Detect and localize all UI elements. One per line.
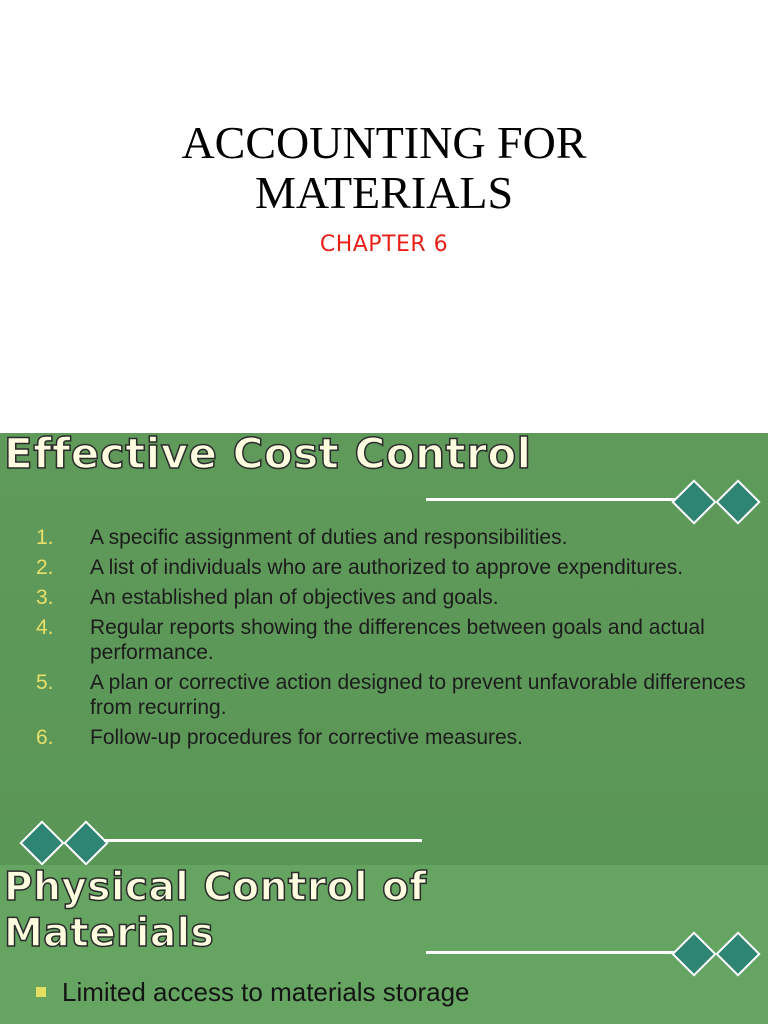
bullet-item bbox=[36, 977, 470, 1008]
effective-cost-control-slide bbox=[0, 433, 768, 865]
item-text: Regular reports showing the differences between goals and actual performance. bbox=[90, 616, 705, 664]
chapter-subtitle: CHAPTER 6 bbox=[319, 232, 449, 257]
heading-line: Materials bbox=[4, 911, 215, 956]
decorative-rule bbox=[426, 951, 676, 954]
decorative-rule bbox=[426, 498, 676, 501]
heading-line: Physical Control of bbox=[4, 865, 427, 910]
item-number: 4. bbox=[36, 616, 54, 639]
list-item bbox=[36, 555, 756, 580]
cost-control-list bbox=[36, 525, 756, 755]
diamond-icon bbox=[19, 820, 64, 865]
list-item bbox=[36, 725, 756, 750]
item-text: An established plan of objectives and goals. bbox=[90, 586, 499, 609]
item-text: A list of individuals who are authorized to approve expenditures. bbox=[90, 556, 684, 579]
diamond-icon bbox=[671, 479, 716, 524]
list-item bbox=[36, 670, 756, 720]
list-item bbox=[36, 585, 756, 610]
bullet-text: Limited access to materials storage bbox=[62, 977, 470, 1007]
diamond-icon bbox=[715, 479, 760, 524]
slide-heading: Effective Cost Control bbox=[4, 433, 532, 478]
slide-title bbox=[0, 118, 768, 218]
list-item bbox=[36, 615, 756, 665]
physical-control-slide bbox=[0, 865, 768, 1024]
item-number: 6. bbox=[36, 726, 54, 749]
square-bullet-icon bbox=[36, 987, 46, 997]
item-number: 1. bbox=[36, 526, 54, 549]
diamond-icon bbox=[671, 931, 716, 976]
item-text: A plan or corrective action designed to prevent unfavorable differences from recurring. bbox=[90, 671, 746, 719]
list-item bbox=[36, 525, 756, 550]
item-text: Follow-up procedures for corrective measures. bbox=[90, 726, 524, 749]
item-number: 5. bbox=[36, 671, 54, 694]
title-slide bbox=[0, 0, 768, 433]
decorative-rule bbox=[104, 839, 422, 842]
item-text: A specific assignment of duties and responsibilities. bbox=[90, 526, 568, 549]
item-number: 3. bbox=[36, 586, 54, 609]
item-number: 2. bbox=[36, 556, 54, 579]
diamond-icon bbox=[715, 931, 760, 976]
diamond-icon bbox=[63, 820, 108, 865]
title-text: ACCOUNTING FOR MATERIALS bbox=[181, 117, 587, 218]
slide-heading bbox=[4, 865, 427, 957]
